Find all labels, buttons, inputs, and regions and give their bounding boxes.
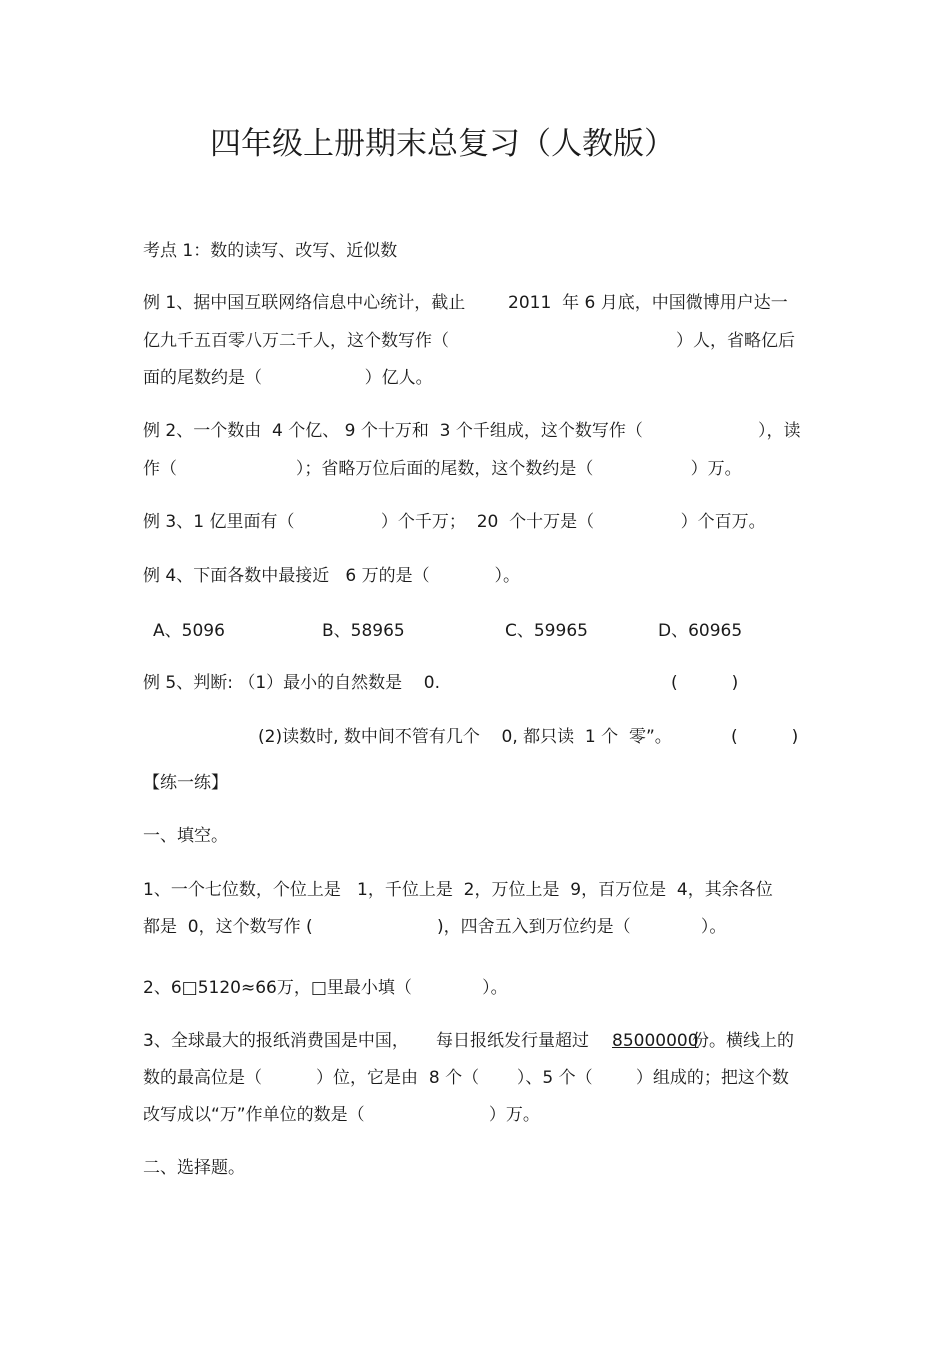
example3: 例 3、1 亿里面有（ ）个千万； 20 个十万是（ ）个百万。 (143, 512, 766, 532)
question3-underlined-number: 85000000 (612, 1031, 699, 1051)
question3-line2: 数的最高位是（ ）位，它是由 8 个（ ）、5 个（ ）组成的；把这个数 (143, 1068, 789, 1088)
option-c: C、59965 (505, 621, 588, 641)
page-title: 四年级上册期末总复习（人教版） (210, 126, 675, 162)
example2-line2: 作（ ）；省略万位后面的尾数，这个数约是（ ）万。 (143, 459, 742, 479)
example1-line1-part2: 2011 年 6 月底，中国微博用户达一 (508, 293, 788, 313)
example1-line1-part1: 例 1、据中国互联网络信息中心统计，截止 (143, 293, 466, 313)
example2-line1-part1: 例 2、一个数由 4 个亿、 9 个十万和 3 个千组成，这个数写作（ (143, 421, 643, 441)
question1-line1: 1、一个七位数，个位上是 1，千位上是 2，万位上是 9，百万位是 4，其余各位 (143, 880, 773, 900)
example4: 例 4、下面各数中最接近 6 万的是（ ）。 (143, 566, 520, 586)
question2: 2、6□5120≈66万，□里最小填（ ）。 (143, 978, 508, 998)
question3-line1-part4: 份。横线上的 (692, 1031, 794, 1051)
question3-line1-part2: 每日报纸发行量超过 (436, 1031, 589, 1051)
section2-heading: 二、选择题。 (143, 1158, 245, 1178)
example1-line2-part1: 亿九千五百零八万二千人，这个数写作（ (143, 331, 449, 351)
option-b: B、58965 (322, 621, 405, 641)
question3-line3: 改写成以“万”作单位的数是（ ）万。 (143, 1105, 540, 1125)
example5-answer-paren1: ( ) (671, 673, 739, 693)
practice-heading: 【练一练】 (143, 773, 228, 793)
option-d: D、60965 (658, 621, 743, 641)
example5-line1: 例 5、判断: （1）最小的自然数是 0. (143, 673, 441, 693)
example1-line3: 面的尾数约是（ ）亿人。 (143, 368, 433, 388)
section-heading-kaodian1: 考点 1：数的读写、改写、近似数 (143, 241, 398, 261)
example5-line2: (2)读数时, 数中间不管有几个 0, 都只读 1 个 零”。 (258, 727, 672, 747)
section1-heading: 一、填空。 (143, 826, 228, 846)
example1-line2-part2: ）人，省略亿后 (676, 331, 795, 351)
example5-answer-paren2: ( ) (731, 727, 799, 747)
question1-line2: 都是 0，这个数写作 ( )，四舍五入到万位约是（ ）。 (143, 917, 727, 937)
question3-line1-part1: 3、全球最大的报纸消费国是中国， (143, 1031, 409, 1051)
option-a: A、5096 (153, 621, 225, 641)
example2-line1-part2: ），读 (758, 421, 801, 441)
